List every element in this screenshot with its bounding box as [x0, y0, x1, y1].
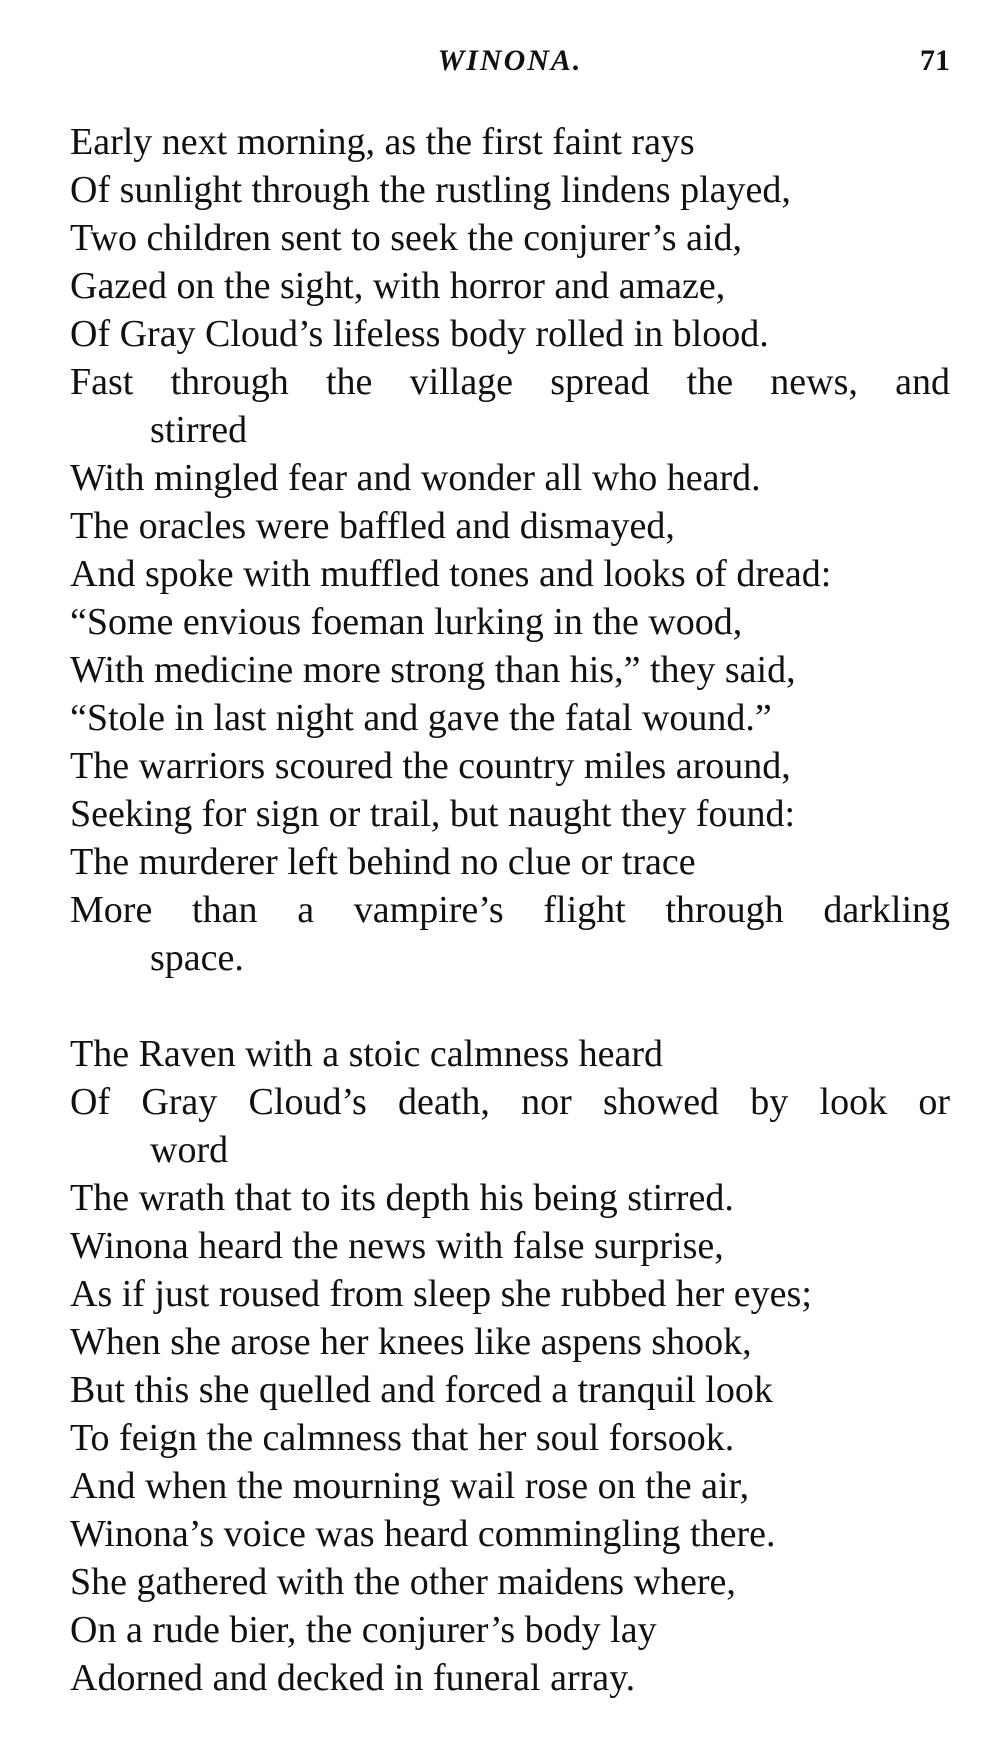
poem-line: Seeking for sign or trail, but naught they found: — [70, 793, 796, 835]
poem-line: The Raven with a stoic calmness heard — [70, 1033, 664, 1075]
poem-line-continuation: word — [150, 1129, 229, 1171]
poem-line: She gathered with the other maidens where, — [70, 1561, 736, 1603]
poem-line: To feign the calmness that her soul forsook. — [70, 1417, 735, 1459]
poem-line: And spoke with muffled tones and looks of dread: — [70, 553, 832, 595]
poem-line: More than a vampire’s flight through darkling — [70, 889, 950, 931]
stanza-2 — [70, 1030, 950, 1702]
poem-line: As if just roused from sleep she rubbed her eyes; — [70, 1273, 812, 1315]
poem-line: The oracles were baffled and dismayed, — [70, 505, 675, 547]
poem-line: “Stole in last night and gave the fatal wound.” — [70, 697, 772, 739]
poem-line: And when the mourning wail rose on the air, — [70, 1465, 750, 1507]
poem-line: But this she quelled and forced a tranquil look — [70, 1369, 773, 1411]
poem-line: Gazed on the sight, with horror and amaze, — [70, 265, 726, 307]
poem-line: Early next morning, as the first faint rays — [70, 121, 695, 163]
poem-line: The warriors scoured the country miles around, — [70, 745, 791, 787]
poem-line: When she arose her knees like aspens shook, — [70, 1321, 752, 1363]
poem-line: With mingled fear and wonder all who heard. — [70, 457, 761, 499]
stanza-1 — [70, 118, 950, 982]
poem-line: Of sunlight through the rustling lindens played, — [70, 169, 791, 211]
poem-line: “Some envious foeman lurking in the wood, — [70, 601, 743, 643]
poem-line-continuation: stirred — [150, 409, 248, 451]
poem-line: Of Gray Cloud’s death, nor showed by look or — [70, 1081, 950, 1123]
poem-line-continuation: space. — [150, 937, 244, 979]
poem-line: On a rude bier, the conjurer’s body lay — [70, 1609, 657, 1651]
poem-line: Of Gray Cloud’s lifeless body rolled in blood. — [70, 313, 769, 355]
page-number: 71 — [920, 44, 950, 77]
page-header — [70, 44, 950, 94]
poem-line: Adorned and decked in funeral array. — [70, 1657, 636, 1699]
poem-line: The wrath that to its depth his being stirred. — [70, 1177, 734, 1219]
running-title: WINONA. — [437, 44, 583, 77]
poem-line: Winona’s voice was heard commingling there. — [70, 1513, 776, 1555]
poem-line: Fast through the village spread the news, and — [70, 361, 950, 403]
poem-line: The murderer left behind no clue or trace — [70, 841, 696, 883]
poem-line: With medicine more strong than his,” they said, — [70, 649, 796, 691]
poem-line: Two children sent to seek the conjurer’s aid, — [70, 217, 742, 259]
poem-line: Winona heard the news with false surprise, — [70, 1225, 724, 1267]
poem-body — [70, 118, 950, 1702]
